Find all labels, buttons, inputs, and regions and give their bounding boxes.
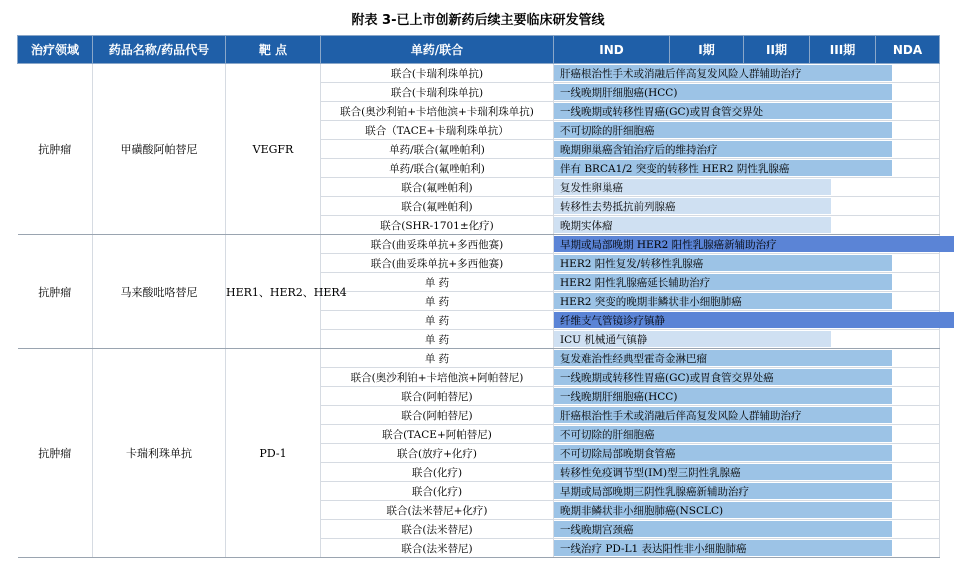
regimen-cell: 联合(卡瑞利珠单抗) [321,83,554,102]
regimen-cell: 单 药 [321,273,554,292]
regimen-cell: 单药/联合(氟唑帕利) [321,140,554,159]
regimen-cell: 联合(奥沙利铂+卡培他滨+阿帕替尼) [321,368,554,387]
pipeline-body [18,64,940,558]
header-phase3: III期 [810,36,876,64]
indication-text: 一线晚期肝细胞癌(HCC) [560,86,678,99]
indication-text: 一线晚期或转移性胃癌(GC)或胃食管交界处癌 [560,371,774,384]
regimen-cell: 联合(化疗) [321,463,554,482]
header-nda: NDA [876,36,940,64]
indication-cell [554,235,940,254]
indication-cell [554,387,940,406]
indication-cell [554,197,940,216]
indication-cell [554,140,940,159]
indication-text: 一线晚期肝细胞癌(HCC) [560,390,678,403]
indication-cell [554,406,940,425]
regimen-cell: 联合(法米替尼+化疗) [321,501,554,520]
indication-text: 一线晚期宫颈癌 [560,523,634,536]
pipeline-table [17,35,940,558]
indication-text: 肝癌根治性手术或消融后伴高复发风险人群辅助治疗 [560,409,802,422]
indication-text: 复发性卵巢癌 [560,181,623,194]
indication-cell [554,501,940,520]
regimen-cell: 单 药 [321,349,554,368]
indication-cell [554,425,940,444]
indication-cell [554,273,940,292]
indication-text: 晚期非鳞状非小细胞肺癌(NSCLC) [560,504,724,517]
indication-text: 纤维支气管镜诊疗镇静 [560,314,665,327]
indication-cell [554,254,940,273]
indication-cell [554,159,940,178]
regimen-cell: 联合(阿帕替尼) [321,406,554,425]
regimen-cell: 单 药 [321,311,554,330]
indication-text: 转移性去势抵抗前列腺癌 [560,200,676,213]
table-row [18,235,940,254]
indication-text: 早期或局部晚期 HER2 阳性乳腺癌新辅助治疗 [560,238,777,251]
indication-text: 不可切除的肝细胞癌 [560,428,655,441]
regimen-cell: 联合(卡瑞利珠单抗) [321,64,554,83]
drug-name-cell: 甲磺酸阿帕替尼 [93,64,226,235]
indication-cell [554,311,940,330]
indication-cell [554,121,940,140]
header-ind: IND [554,36,670,64]
regimen-cell: 联合(法米替尼) [321,520,554,539]
regimen-cell: 联合(放疗+化疗) [321,444,554,463]
area-cell: 抗肿瘤 [18,64,93,235]
area-cell: 抗肿瘤 [18,349,93,558]
indication-text: 不可切除的肝细胞癌 [560,124,655,137]
indication-cell [554,368,940,387]
indication-text: 伴有 BRCA1/2 突变的转移性 HER2 阴性乳腺癌 [560,162,790,175]
header-target: 靶 点 [226,36,321,64]
header-drug: 药品名称/药品代号 [93,36,226,64]
indication-cell [554,482,940,501]
indication-cell [554,539,940,558]
indication-text: HER2 阳性乳腺癌延长辅助治疗 [560,276,711,289]
indication-text: HER2 阳性复发/转移性乳腺癌 [560,257,704,270]
indication-cell [554,216,940,235]
indication-cell [554,330,940,349]
regimen-cell: 联合(法米替尼) [321,539,554,558]
indication-text: 不可切除局部晚期食管癌 [560,447,676,460]
regimen-cell: 联合(阿帕替尼) [321,387,554,406]
regimen-cell: 联合（TACE+卡瑞利珠单抗） [321,121,554,140]
regimen-cell: 单药/联合(氟唑帕利) [321,159,554,178]
indication-cell [554,102,940,121]
regimen-cell: 联合(曲妥珠单抗+多西他赛) [321,254,554,273]
indication-cell [554,64,940,83]
header-row [18,36,940,64]
indication-cell [554,83,940,102]
header-area: 治疗领域 [18,36,93,64]
indication-text: 转移性免疫调节型(IM)型三阴性乳腺癌 [560,466,741,479]
regimen-cell: 联合(TACE+阿帕替尼) [321,425,554,444]
indication-text: 一线治疗 PD-L1 表达阳性非小细胞肺癌 [560,542,747,555]
indication-cell [554,349,940,368]
page-title: 附表 3-已上市创新药后续主要临床研发管线 [351,13,605,28]
regimen-cell: 联合(氟唑帕利) [321,178,554,197]
indication-text: 肝癌根治性手术或消融后伴高复发风险人群辅助治疗 [560,67,802,80]
indication-cell [554,292,940,311]
indication-text: 一线晚期或转移性胃癌(GC)或胃食管交界处 [560,105,764,118]
indication-text: ICU 机械通气镇静 [560,333,648,346]
table-row [18,349,940,368]
indication-text: 晚期卵巢癌含铂治疗后的维持治疗 [560,143,718,156]
indication-text: 复发难治性经典型霍奇金淋巴瘤 [560,352,707,365]
indication-text: 早期或局部晚期三阴性乳腺癌新辅助治疗 [560,485,749,498]
regimen-cell: 联合(曲妥珠单抗+多西他赛) [321,235,554,254]
target-cell: PD-1 [226,349,321,558]
indication-cell [554,463,940,482]
area-cell: 抗肿瘤 [18,235,93,349]
regimen-cell: 联合(SHR-1701±化疗) [321,216,554,235]
drug-name-cell: 马来酸吡咯替尼 [93,235,226,349]
indication-text: HER2 突变的晚期非鳞状非小细胞肺癌 [560,295,742,308]
target-cell: VEGFR [226,64,321,235]
target-cell: HER1、HER2、HER4 [226,235,321,349]
indication-cell [554,520,940,539]
indication-text: 晚期实体瘤 [560,219,613,232]
table-row [18,64,940,83]
indication-cell [554,444,940,463]
indication-cell [554,178,940,197]
header-phase1: I期 [670,36,744,64]
regimen-cell: 联合(化疗) [321,482,554,501]
drug-name-cell: 卡瑞利珠单抗 [93,349,226,558]
header-regimen: 单药/联合 [321,36,554,64]
header-phase2: II期 [744,36,810,64]
regimen-cell: 单 药 [321,292,554,311]
regimen-cell: 单 药 [321,330,554,349]
regimen-cell: 联合(氟唑帕利) [321,197,554,216]
regimen-cell: 联合(奥沙利铂+卡培他滨+卡瑞利珠单抗) [321,102,554,121]
